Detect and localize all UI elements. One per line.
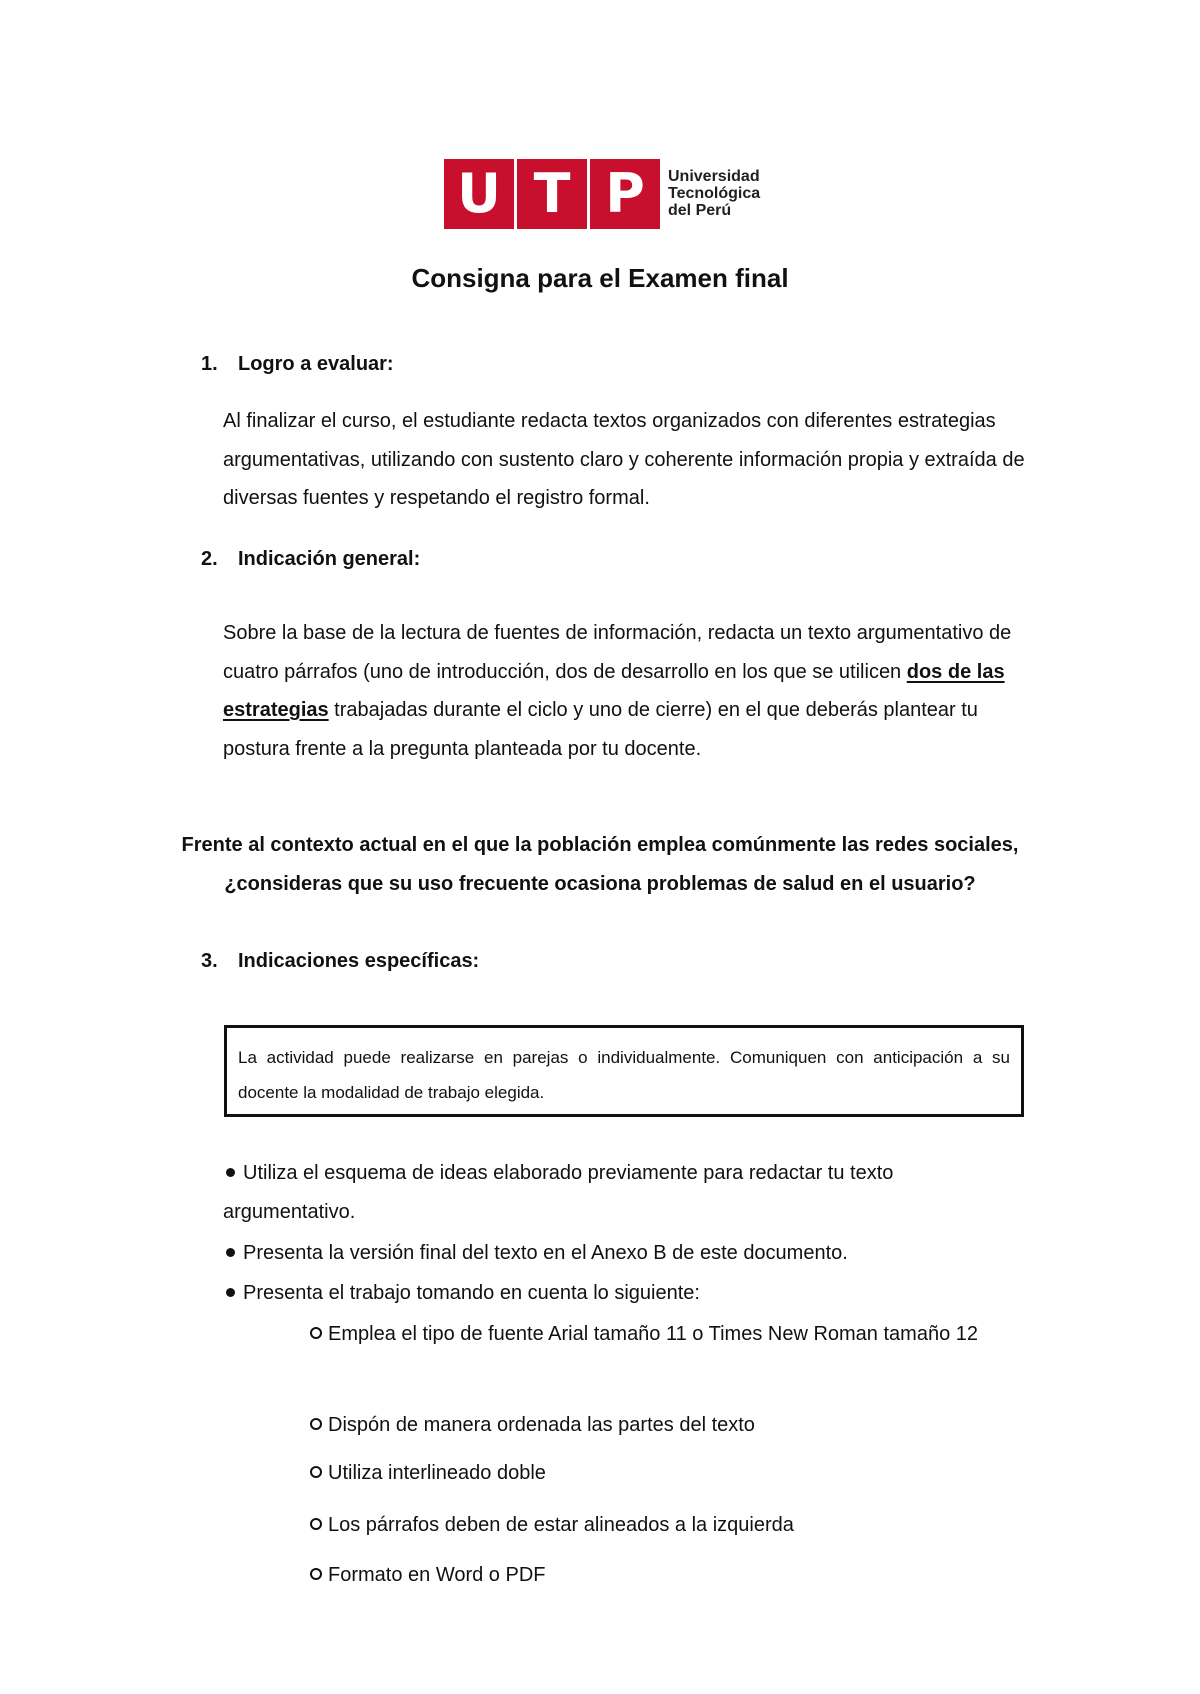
bullet-icon	[226, 1248, 235, 1257]
circle-bullet-icon	[310, 1568, 322, 1580]
sub-item	[310, 1315, 1040, 1354]
logo-university-name	[668, 168, 760, 219]
logo-name-line: Tecnológica	[668, 185, 761, 202]
circle-bullet-icon	[310, 1518, 322, 1530]
sub-item-text: Dispón de manera ordenada las partes del texto	[328, 1414, 755, 1436]
paragraph-text: Sobre la base de la lectura de fuentes de información, redacta un texto argumentativo de cuatro párrafos (uno de introducción, dos de desarrollo en los que se utilicen	[223, 622, 1012, 683]
sub-item	[310, 1454, 1040, 1493]
bullet-text: Presenta la versión final del texto en el Anexo B de este documento.	[243, 1242, 848, 1264]
utp-logo	[444, 159, 766, 229]
logo-name-line: Universidad	[668, 168, 760, 185]
sub-item	[310, 1406, 1040, 1445]
sub-item-text: Utiliza interlineado doble	[328, 1462, 546, 1484]
bullet-icon	[226, 1288, 235, 1297]
sub-item	[310, 1556, 1040, 1595]
sub-item-text: Los párrafos deben de estar alineados a la izquierda	[328, 1514, 794, 1536]
bullet-text: Presenta el trabajo tomando en cuenta lo siguiente:	[243, 1282, 700, 1304]
exam-question: Frente al contexto actual en el que la población emplea comúnmente las redes sociales, ¿consideras que su uso frecuente ocasiona problemas de salud en el usuario?	[181, 834, 1019, 895]
circle-bullet-icon	[310, 1466, 322, 1478]
section-heading-text: Logro a evaluar:	[238, 353, 394, 375]
logo-letter-u: U	[457, 162, 501, 225]
section-heading-text: Indicaciones específicas:	[238, 950, 480, 972]
bullet-item	[223, 1274, 1023, 1313]
circle-bullet-icon	[310, 1418, 322, 1430]
sub-item	[310, 1506, 1040, 1545]
bullet-text: Utiliza el esquema de ideas elaborado previamente para redactar tu texto argumentativo.	[223, 1162, 894, 1223]
sub-item-text: Formato en Word o PDF	[328, 1564, 546, 1586]
page-title: Consigna para el Examen final	[411, 263, 789, 293]
logo-letter-p: P	[605, 162, 645, 225]
section-paragraph-logro: Al finalizar el curso, el estudiante redacta textos organizados con diferentes estrategias argumentativas, utilizando con sustento claro y coherente información propia y extraída de diversas fuentes y respetando el registro formal.	[223, 410, 1025, 509]
section-number: 1.	[201, 353, 218, 375]
bullet-icon	[226, 1168, 235, 1177]
logo-block-p	[590, 159, 660, 229]
section-heading-text: Indicación general:	[238, 548, 421, 570]
logo-letter-t: T	[533, 162, 571, 225]
logo-name-line: del Perú	[668, 202, 732, 219]
section-number: 2.	[201, 548, 218, 570]
logo-block-u	[444, 159, 514, 229]
bullet-item	[223, 1234, 1023, 1273]
section-paragraph-indicacion	[223, 614, 1033, 768]
sub-item-text: Emplea el tipo de fuente Arial tamaño 11 o Times New Roman tamaño 12	[328, 1323, 978, 1345]
note-box: La actividad puede realizarse en parejas o individualmente. Comuniquen con anticipación a su docente la modalidad de trabajo elegida.	[224, 1025, 1024, 1117]
emphasis-text: dos de las estrategias	[223, 660, 1005, 721]
section-number: 3.	[201, 950, 218, 972]
paragraph-text: trabajadas durante el ciclo y uno de cierre) en el que deberás plantear tu postura frente a la pregunta planteada por tu docente.	[223, 699, 978, 760]
circle-bullet-icon	[310, 1327, 322, 1339]
bullet-item	[223, 1154, 1023, 1231]
logo-block-t	[517, 159, 587, 229]
